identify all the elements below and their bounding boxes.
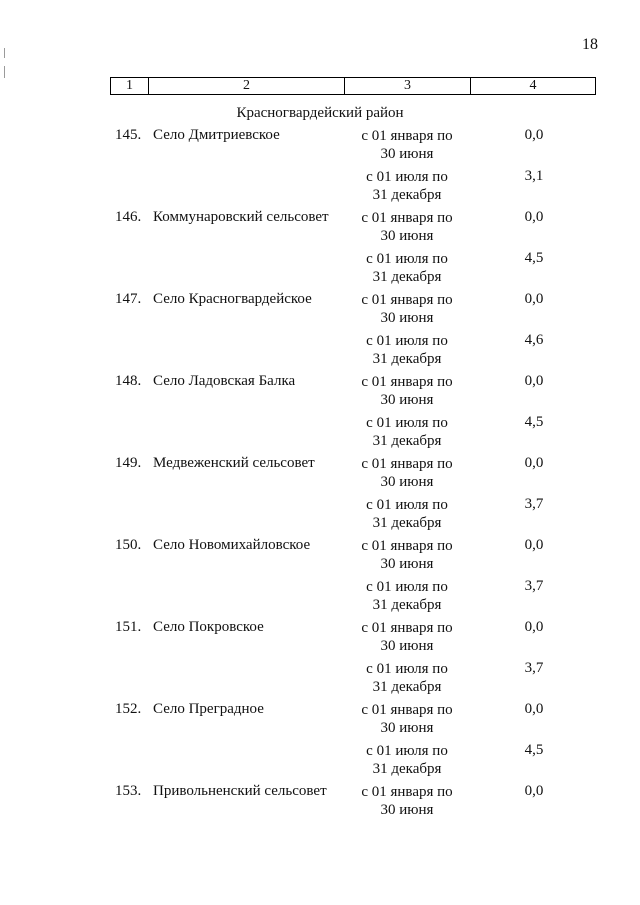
row-number: 150. — [115, 537, 142, 553]
period-start: с 01 июля по — [366, 743, 448, 759]
period-end: 31 декабря — [372, 433, 442, 449]
period-start: с 01 января по — [361, 456, 453, 472]
period-end: 30 июня — [380, 802, 434, 818]
period-start: с 01 января по — [361, 292, 453, 308]
rate-value: 0,0 — [524, 127, 544, 143]
period-cell — [340, 291, 474, 327]
row-number: 153. — [115, 783, 142, 799]
period-end: 30 июня — [380, 720, 434, 736]
period-end: 31 декабря — [372, 515, 442, 531]
column-header-1: 1 — [111, 78, 149, 94]
period-start: с 01 июля по — [366, 497, 448, 513]
period-cell — [340, 783, 474, 819]
row-number: 152. — [115, 701, 142, 717]
column-header-4: 4 — [529, 78, 537, 93]
table-row — [0, 127, 640, 209]
rate-value: 3,7 — [524, 660, 544, 676]
section-title: Красногвардейский район — [236, 105, 404, 121]
rate-value: 4,5 — [524, 250, 544, 266]
locality-name: Привольненский сельсовет — [153, 783, 327, 799]
locality-name: Село Ладовская Балка — [153, 373, 296, 389]
rate-value: 0,0 — [524, 537, 544, 553]
period-cell — [340, 250, 474, 286]
row-number: 151. — [115, 619, 142, 635]
period-cell — [340, 414, 474, 450]
scan-edge-mark — [4, 48, 5, 58]
period-start: с 01 июля по — [366, 415, 448, 431]
period-start: с 01 января по — [361, 128, 453, 144]
period-cell — [340, 373, 474, 409]
rate-value: 0,0 — [524, 373, 544, 389]
row-number: 145. — [115, 127, 142, 143]
scan-edge-mark — [4, 66, 5, 78]
period-cell — [340, 701, 474, 737]
period-end: 30 июня — [380, 392, 434, 408]
rate-value: 0,0 — [524, 619, 544, 635]
locality-name: Село Покровское — [153, 619, 264, 635]
rate-value: 0,0 — [524, 455, 544, 471]
period-start: с 01 июля по — [366, 579, 448, 595]
locality-name: Село Дмитриевское — [153, 127, 280, 143]
rate-value: 4,5 — [524, 414, 544, 430]
period-cell — [340, 332, 474, 368]
period-end: 31 декабря — [372, 761, 442, 777]
table-row — [0, 373, 640, 455]
column-header-2: 2 — [149, 78, 345, 94]
period-end: 30 июня — [380, 228, 434, 244]
period-end: 30 июня — [380, 310, 434, 326]
period-start: с 01 января по — [361, 620, 453, 636]
rate-value: 0,0 — [524, 209, 544, 225]
period-start: с 01 июля по — [366, 251, 448, 267]
rate-value: 4,5 — [524, 742, 544, 758]
column-header-row — [110, 77, 596, 95]
period-cell — [340, 209, 474, 245]
page-number: 18 — [582, 36, 598, 53]
table-row — [0, 537, 640, 619]
rate-value: 0,0 — [524, 701, 544, 717]
locality-name: Коммунаровский сельсовет — [153, 209, 329, 225]
row-number: 148. — [115, 373, 142, 389]
period-cell — [340, 496, 474, 532]
table-row — [0, 291, 640, 373]
locality-name: Село Красногвардейское — [153, 291, 312, 307]
rate-value: 3,7 — [524, 496, 544, 512]
row-number: 146. — [115, 209, 142, 225]
table-body — [0, 127, 640, 865]
rate-value: 3,1 — [524, 168, 544, 184]
period-end: 31 декабря — [372, 351, 442, 367]
locality-name: Село Новомихайловское — [153, 537, 311, 553]
rate-value: 0,0 — [524, 291, 544, 307]
period-start: с 01 июля по — [366, 661, 448, 677]
period-end: 31 декабря — [372, 679, 442, 695]
period-end: 31 декабря — [372, 269, 442, 285]
period-start: с 01 июля по — [366, 169, 448, 185]
rate-value: 4,6 — [524, 332, 544, 348]
column-header-3: 3 — [345, 78, 471, 94]
period-start: с 01 января по — [361, 210, 453, 226]
period-cell — [340, 742, 474, 778]
period-end: 31 декабря — [372, 187, 442, 203]
period-start: с 01 января по — [361, 374, 453, 390]
period-end: 31 декабря — [372, 597, 442, 613]
period-cell — [340, 660, 474, 696]
period-start: с 01 января по — [361, 702, 453, 718]
table-row — [0, 619, 640, 701]
rate-value: 3,7 — [524, 578, 544, 594]
period-end: 30 июня — [380, 556, 434, 572]
period-cell — [340, 455, 474, 491]
period-start: с 01 января по — [361, 538, 453, 554]
table-row — [0, 783, 640, 865]
row-number: 147. — [115, 291, 142, 307]
locality-name: Село Преградное — [153, 701, 264, 717]
period-cell — [340, 127, 474, 163]
period-cell — [340, 537, 474, 573]
locality-name: Медвеженский сельсовет — [153, 455, 315, 471]
period-start: с 01 июля по — [366, 333, 448, 349]
period-cell — [340, 578, 474, 614]
period-cell — [340, 619, 474, 655]
period-end: 30 июня — [380, 638, 434, 654]
period-end: 30 июня — [380, 146, 434, 162]
period-start: с 01 января по — [361, 784, 453, 800]
row-number: 149. — [115, 455, 142, 471]
period-end: 30 июня — [380, 474, 434, 490]
rate-value: 0,0 — [524, 783, 544, 799]
period-cell — [340, 168, 474, 204]
table-row — [0, 455, 640, 537]
table-row — [0, 701, 640, 783]
table-row — [0, 209, 640, 291]
